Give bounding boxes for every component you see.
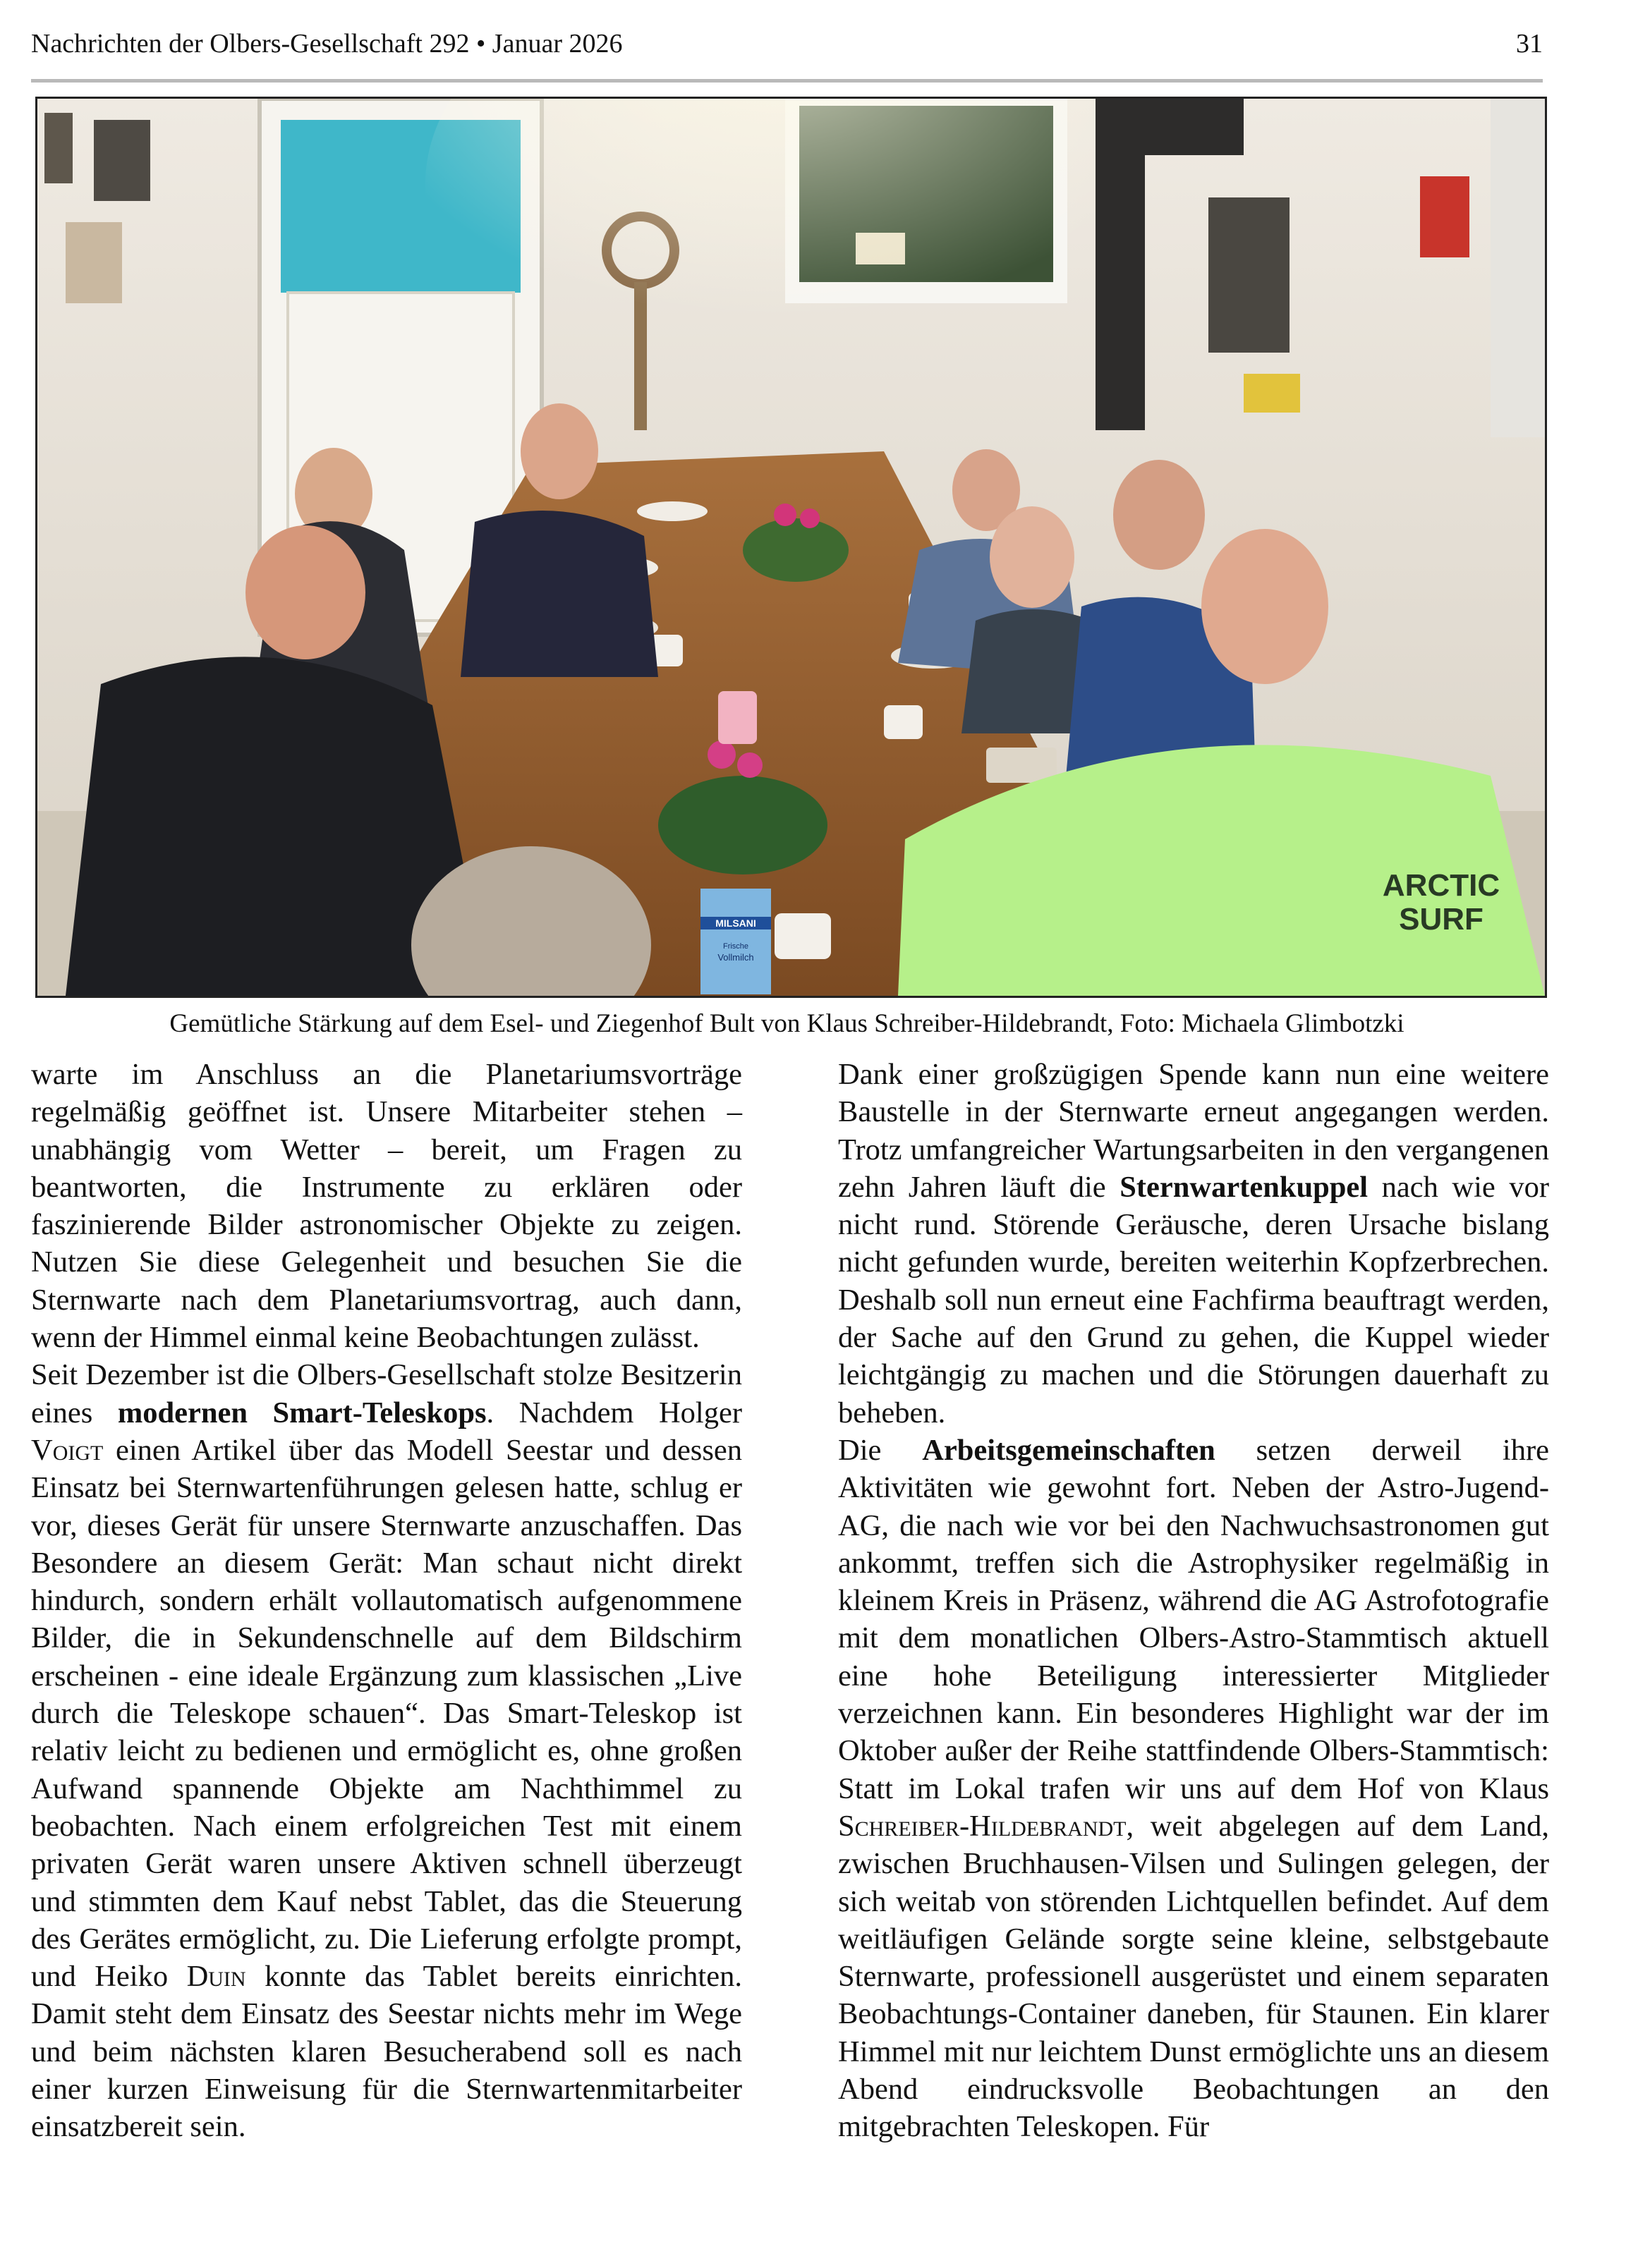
person-name: Duin	[186, 1960, 246, 1994]
emphasis-bold: Arbeitsgemeinschaften	[922, 1433, 1215, 1467]
milk-label-1: Frische	[722, 942, 749, 951]
page-number: 31	[1516, 29, 1543, 59]
text-run: einen Artikel über das Modell Seestar und dessen Einsatz bei Sternwartenführungen gelesen hatte, schlug er vor, dieses Gerät für unsere Sternwarte anzuschaffen. Das Besondere an diesem Gerät: Man schaut nicht direkt hindurch, sondern erhält vollautomatisch aufgenommene Bilder, die in Sekundenschnelle auf dem Bildschirm erscheinen - eine ideale Ergänzung zum klassischen „Live durch die Teleskope schauen“. Das Smart-Teleskop ist relativ leicht zu bedienen und ermöglicht es, ohne großen Aufwand spannende Objekte am Nachthimmel zu beobachten. Nach einem erfolgreichen Test mit einem privaten Gerät waren unsere Aktiven schnell überzeugt und stimmten dem Kauf nebst Tablet, das die Steuerung des Gerätes ermöglicht, zu. Die Lieferung erfolgte prompt, und Heiko	[31, 1433, 742, 1994]
group-photo-illustration	[37, 99, 1545, 996]
emphasis-bold: Sternwartenkuppel	[1120, 1170, 1369, 1204]
paragraph: warte im Anschluss an die Planetariumsvorträge regelmäßig geöffnet ist. Unsere Mitarbeiter stehen – unabhängig vom Wetter – bereit, um Fragen zu beantworten, die Instrumente zu erklären oder faszinierende Bilder astronomischer Objekte zu zeigen. Nutzen Sie diese Gelegenheit und besuchen Sie die Sternwarte nach dem Planetariumsvortrag, auch dann, wenn der Himmel einmal keine Beobachtungen zulässt.	[31, 1058, 742, 1355]
text-run: nach wie vor nicht rund. Störende Geräusche, deren Ursache bislang nicht gefunden wurde, bereiten weiterhin Kopfzerbrechen. Deshalb soll nun erneut eine Fachfirma beauftragt werden, der Sache auf den Grund zu gehen, die Kuppel wieder leichtgängig zu machen und die Störungen dauerhaft zu beheben.	[838, 1170, 1550, 1429]
person-name: Voigt	[31, 1433, 104, 1467]
hoodie-print-1: ARCTIC	[1382, 868, 1500, 903]
text-run: setzen derweil ihre Aktivitäten wie gewohnt fort. Neben der Astro-Jugend-AG, die nach wie vor bei den Nachwuchsastronomen gut ankommt, treffen sich die Astrophysiker regelmäßig in kleinem Kreis in Präsenz, während die AG Astrofotografie mit dem monatlichen Olbers-Astro-Stammtisch aktuell eine hohe Beteiligung interessierter Mitglieder verzeichnen kann. Ein besonderes Highlight war der im Oktober außer der Reihe stattfindende Olbers-Stammtisch: Statt im Lokal trafen wir uns auf dem Hof von Klaus	[838, 1433, 1549, 1805]
photo-caption: Gemütliche Stärkung auf dem Esel- und Ziegenhof Bult von Klaus Schreiber-Hildebrandt, Foto: Michaela Glimbotzki	[169, 1009, 1404, 1038]
header-rule	[31, 79, 1543, 83]
text-run: . Nachdem Holger	[486, 1396, 743, 1429]
text-run: , weit abgelegen auf dem Land, zwischen Bruchhausen-Vilsen und Sulingen gelegen, der sich weitab von störenden Lichtquellen befindet. Auf dem weitläufigen Gelände sorgte seine kleine, selbstgebaute Sternwarte, professionell ausgerüstet und einem separaten Beobachtungs-Container daneben, für Staunen. Ein klarer Himmel mit nur leichtem Dunst ermöglichte uns an diesem Abend eindrucksvolle Beobachtungen an den mitgebrachten Teleskopen. Für	[838, 1809, 1549, 2144]
group-photo	[35, 97, 1547, 998]
running-header	[31, 24, 1543, 63]
paragraph	[838, 1056, 1549, 1432]
paragraph	[838, 1432, 1549, 2146]
paragraph	[31, 1356, 742, 2145]
header-separator: •	[475, 29, 486, 59]
text-run: konnte das Tablet bereits einrichten. Damit steht dem Einsatz des Seestar nichts mehr im Wege und beim nächsten klaren Besucherabend soll es nach einer kurzen Einweisung für die Sternwartenmitarbeiter einsatzbereit sein.	[31, 1960, 742, 2144]
article-column-left	[31, 1056, 742, 2146]
text-run: Seit Dezember ist die Olbers-Gesellschaft stolze Besitzerin eines	[31, 1358, 742, 1429]
milk-brand: MILSANI	[715, 917, 756, 929]
issue-date: Januar 2026	[492, 29, 623, 59]
person-name: Schreiber-Hildebrandt	[838, 1809, 1127, 1843]
milk-label-2: Vollmilch	[717, 952, 754, 963]
journal-title: Nachrichten der Olbers-Gesellschaft 292	[31, 29, 470, 59]
emphasis-bold: modernen Smart-Teleskops	[117, 1396, 487, 1429]
article-column-right	[838, 1056, 1549, 2146]
text-run: Die	[838, 1433, 923, 1467]
text-run: Dank einer großzügigen Spende kann nun eine weitere Baustelle in der Sternwarte erneut angegangen werden. Trotz umfangreicher Wartungsarbeiten in den vergangenen zehn Jahren läuft die	[838, 1058, 1549, 1204]
hoodie-print-2: SURF	[1399, 902, 1484, 937]
header-left	[31, 24, 622, 63]
